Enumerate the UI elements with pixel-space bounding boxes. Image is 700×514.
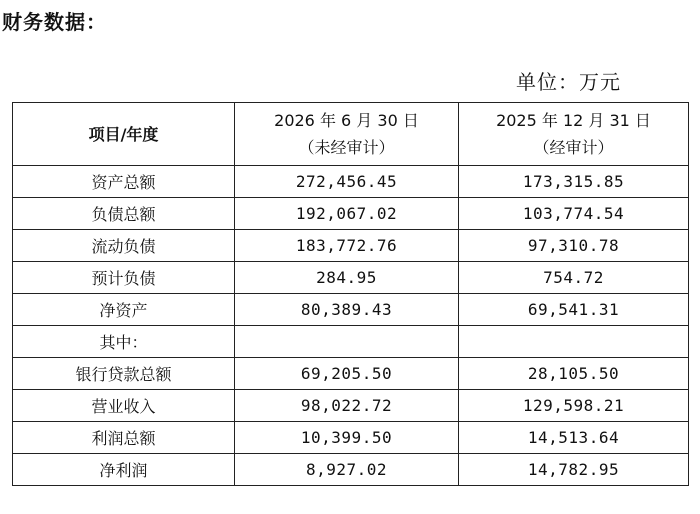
row-label-net-profit: 净利润: [13, 454, 235, 486]
cell-value-2025: 103,774.54: [459, 198, 689, 230]
row-label-current-liabilities: 流动负债: [13, 230, 235, 262]
cell-value-2025: 754.72: [459, 262, 689, 294]
cell-value-2026: 272,456.45: [235, 166, 459, 198]
cell-value-2025: 14,513.64: [459, 422, 689, 454]
cell-value-2026: 183,772.76: [235, 230, 459, 262]
header-col2-audit-status: （经审计）: [533, 138, 614, 157]
cell-value-2025: 97,310.78: [459, 230, 689, 262]
unit-label: 单位：万元: [516, 70, 621, 94]
header-col2-date: 2025 年 12 月 31 日: [496, 111, 651, 130]
section-heading: 财务数据：: [2, 10, 107, 34]
cell-value-2026: 192,067.02: [235, 198, 459, 230]
header-col1-date: 2026 年 6 月 30 日: [274, 111, 419, 130]
cell-value-2025: 173,315.85: [459, 166, 689, 198]
row-label-total-profit: 利润总额: [13, 422, 235, 454]
header-col-2026-06-30: [235, 103, 459, 166]
cell-value-2026: 80,389.43: [235, 294, 459, 326]
header-col1-audit-status: （未经审计）: [298, 138, 395, 157]
table-row: [13, 294, 689, 326]
row-label-provisions: 预计负债: [13, 262, 235, 294]
row-label-total-assets: 资产总额: [13, 166, 235, 198]
cell-value-2026: 98,022.72: [235, 390, 459, 422]
financial-data-table: [12, 102, 689, 486]
cell-value-2025: [459, 326, 689, 358]
header-col-2025-12-31: [459, 103, 689, 166]
cell-value-2025: 14,782.95: [459, 454, 689, 486]
row-label-total-liabilities: 负债总额: [13, 198, 235, 230]
cell-value-2025: 129,598.21: [459, 390, 689, 422]
cell-value-2026: 10,399.50: [235, 422, 459, 454]
table-row: [13, 166, 689, 198]
row-label-revenue: 营业收入: [13, 390, 235, 422]
cell-value-2026: 8,927.02: [235, 454, 459, 486]
cell-value-2025: 69,541.31: [459, 294, 689, 326]
cell-value-2026: 284.95: [235, 262, 459, 294]
table-row: [13, 422, 689, 454]
table-header-row: [13, 103, 689, 166]
table-row: [13, 358, 689, 390]
row-label-bank-loans: 银行贷款总额: [13, 358, 235, 390]
table-row: [13, 230, 689, 262]
cell-value-2026: 69,205.50: [235, 358, 459, 390]
header-item-year: 项目/年度: [13, 103, 235, 166]
table-row: [13, 390, 689, 422]
cell-value-2025: 28,105.50: [459, 358, 689, 390]
table-row: [13, 262, 689, 294]
row-label-of-which: 其中：: [13, 326, 235, 358]
table-row: [13, 454, 689, 486]
table-row: [13, 198, 689, 230]
cell-value-2026: [235, 326, 459, 358]
table-row: [13, 326, 689, 358]
row-label-net-assets: 净资产: [13, 294, 235, 326]
